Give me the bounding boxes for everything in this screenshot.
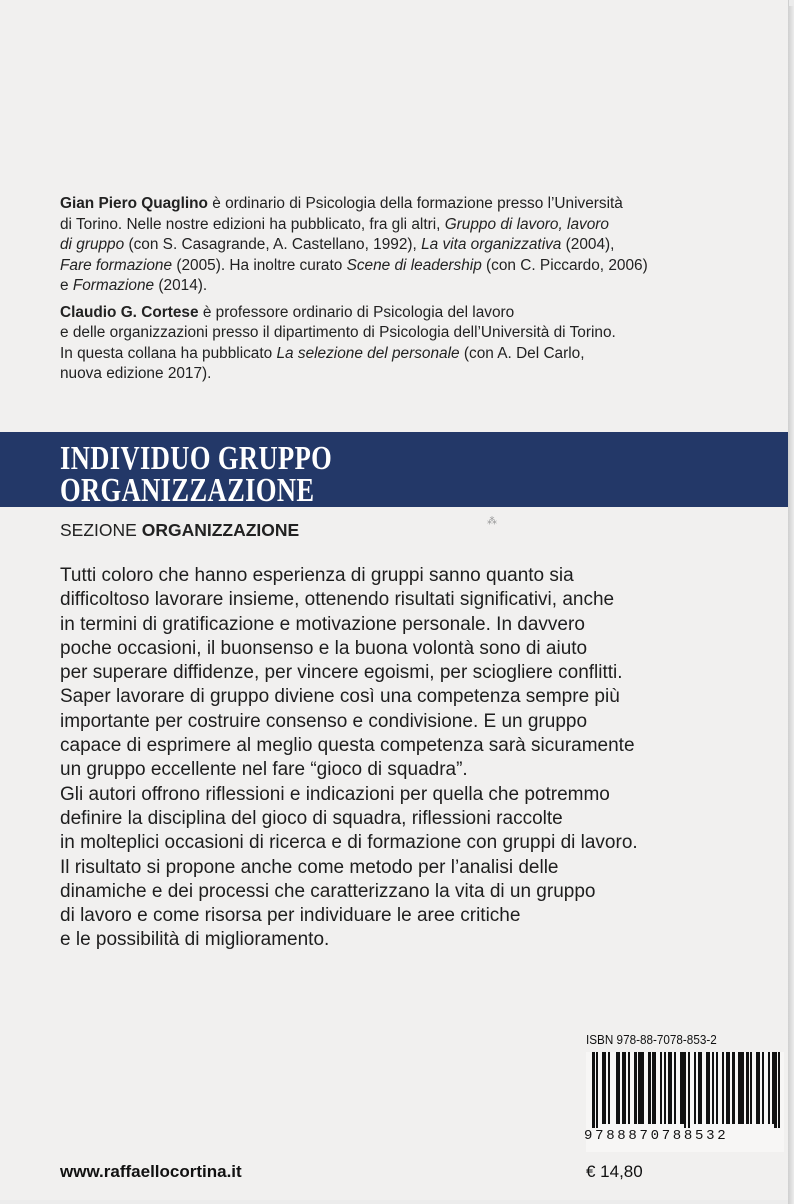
description-line: Tutti coloro che hanno esperienza di gruppi sanno quanto sia: [60, 565, 574, 586]
barcode-bar: [592, 1052, 595, 1128]
barcode-bar: [726, 1052, 728, 1124]
barcode-bar: [652, 1052, 654, 1124]
book-title: di gruppo: [60, 236, 125, 253]
barcode-bar: [706, 1052, 708, 1124]
barcode-bar: [608, 1052, 610, 1124]
barcode-bar: [674, 1052, 676, 1124]
bio-text: In questa collana ha pubblicato: [60, 344, 277, 362]
bio-text: è ordinario di Psicologia della formazione presso l’Università: [207, 195, 623, 212]
section-prefix: SEZIONE: [60, 520, 137, 540]
barcode-bar: [762, 1052, 764, 1124]
description-line: per superare diffidenze, per vincere egoismi, per sciogliere conflitti.: [60, 662, 623, 684]
description-line: in molteplici occasioni di ricerca e di formazione con gruppi di lavoro.: [60, 832, 638, 854]
print-speck: ⁂: [487, 516, 497, 527]
barcode-bar: [648, 1052, 651, 1124]
price: € 14,80: [586, 1162, 643, 1181]
barcode-bar: [700, 1052, 702, 1124]
barcode-bar: [756, 1052, 758, 1124]
barcode-bar: [638, 1052, 640, 1124]
barcode-bar: [624, 1052, 626, 1124]
author-name: Claudio G. Cortese: [60, 303, 199, 321]
barcode-bar: [712, 1052, 714, 1124]
barcode-bar: [772, 1052, 774, 1124]
barcode-bar: [596, 1052, 598, 1128]
book-title: Gruppo di lavoro, lavoro: [444, 215, 609, 233]
barcode-bar: [746, 1052, 749, 1124]
bio-text: e delle organizzazioni presso il dipartimento di Psicologia dell’Università di Torino.: [60, 324, 616, 341]
barcode-bar: [634, 1052, 637, 1124]
barcode-bar: [698, 1052, 700, 1124]
bio-text: di Torino. Nelle nostre edizioni ha pubblicato, fra gli altri,: [60, 215, 445, 233]
barcode-bar: [758, 1052, 760, 1124]
description-line: in termini di gratificazione e motivazione personale. In davvero: [60, 613, 585, 635]
description-line: definire la disciplina del gioco di squadra, riflessioni raccolte: [60, 807, 563, 829]
barcode-bar: [670, 1052, 672, 1124]
description-line: capace di esprimere al meglio questa competenza sarà sicuramente: [60, 735, 635, 757]
barcode-bar: [722, 1052, 724, 1124]
description-line: difficoltoso lavorare insieme, ottenendo risultati significativi, anche: [60, 589, 615, 611]
barcode-bar: [604, 1052, 606, 1124]
isbn-label: ISBN 978-88-7078-853-2: [586, 1032, 717, 1047]
page-edge-shadow: [788, 6, 794, 1204]
description-line: importante per costruire consenso e condivisione. E un gruppo: [60, 710, 588, 732]
book-title: Scene di leadership: [346, 256, 482, 274]
barcode-bar: [640, 1052, 642, 1124]
author-bio: [60, 194, 720, 297]
description-line: dinamiche e dei processi che caratterizzano la vita di un gruppo: [60, 880, 596, 902]
bio-text: e: [60, 277, 73, 294]
description-line: Saper lavorare di gruppo diviene così una competenza sempre più: [60, 686, 620, 708]
book-title: Formazione: [72, 277, 155, 294]
barcode-bar: [774, 1052, 777, 1128]
barcode-bar: [708, 1052, 710, 1124]
book-description: [60, 564, 750, 953]
series-title-line-1: INDIVIDUO GRUPPO: [60, 440, 333, 477]
barcode-bar: [732, 1052, 735, 1124]
description-line: di lavoro e come risorsa per individuare le aree critiche: [60, 905, 521, 927]
series-title-line-2: ORGANIZZAZIONE: [60, 472, 315, 509]
barcode-bars: [586, 1052, 784, 1128]
barcode-bar: [602, 1052, 604, 1124]
barcode-bar: [680, 1052, 682, 1124]
description-line: poche occasioni, il buonsenso e la buona volontà sono di aiuto: [60, 637, 588, 659]
book-title: La vita organizzativa: [421, 236, 562, 253]
bio-text: (2014).: [154, 277, 208, 294]
author-bios: [60, 194, 720, 391]
description-line: Il risultato si propone anche come metodo per l’analisi delle: [60, 856, 559, 878]
barcode-bar: [668, 1052, 670, 1124]
description-line: un gruppo eccellente nel fare “gioco di squadra”.: [60, 759, 468, 781]
barcode-bar: [750, 1052, 752, 1124]
bio-text: è professore ordinario di Psicologia del lavoro: [198, 303, 515, 321]
barcode-bar: [778, 1052, 780, 1128]
barcode-bar: [728, 1052, 730, 1124]
description-line: e le possibilità di miglioramento.: [60, 929, 330, 951]
barcode-bar: [642, 1052, 644, 1124]
barcode-bar: [768, 1052, 770, 1124]
publisher-website[interactable]: www.raffaellocortina.it: [60, 1162, 242, 1181]
bio-text: (con C. Piccardo, 2006): [481, 256, 648, 274]
barcode-bar: [738, 1052, 740, 1124]
barcode-bar: [740, 1052, 742, 1124]
description-line: Gli autori offrono riflessioni e indicazioni per quella che potremmo: [60, 783, 610, 805]
barcode-bar: [622, 1052, 624, 1124]
bio-text: (2004),: [561, 236, 615, 253]
author-bio: [60, 303, 720, 385]
barcode-bar: [716, 1052, 718, 1124]
barcode-bar: [694, 1052, 696, 1124]
book-title: Fare formazione: [60, 256, 173, 274]
barcode-bar: [664, 1052, 666, 1124]
barcode-bar: [618, 1052, 620, 1124]
author-name: Gian Piero Quaglino: [60, 195, 208, 212]
bio-text: (con S. Casagrande, A. Castellano, 1992),: [124, 236, 422, 253]
barcode-bar: [660, 1052, 662, 1124]
barcode-bar: [616, 1052, 618, 1124]
bio-text: (con A. Del Carlo,: [459, 344, 585, 362]
barcode-bar: [654, 1052, 656, 1124]
barcode-bar: [682, 1052, 684, 1124]
barcode-bar: [628, 1052, 630, 1124]
barcode-bar: [742, 1052, 744, 1124]
barcode-digits: 9788870788532: [584, 1128, 729, 1144]
book-title: La selezione del personale: [276, 344, 460, 362]
bio-text: (2005). Ha inoltre curato: [172, 256, 347, 274]
barcode-bar: [684, 1052, 686, 1128]
bio-text: nuova edizione 2017).: [60, 365, 212, 382]
barcode-bar: [688, 1052, 690, 1128]
section-name: ORGANIZZAZIONE: [141, 520, 300, 540]
section-label: [60, 520, 299, 541]
